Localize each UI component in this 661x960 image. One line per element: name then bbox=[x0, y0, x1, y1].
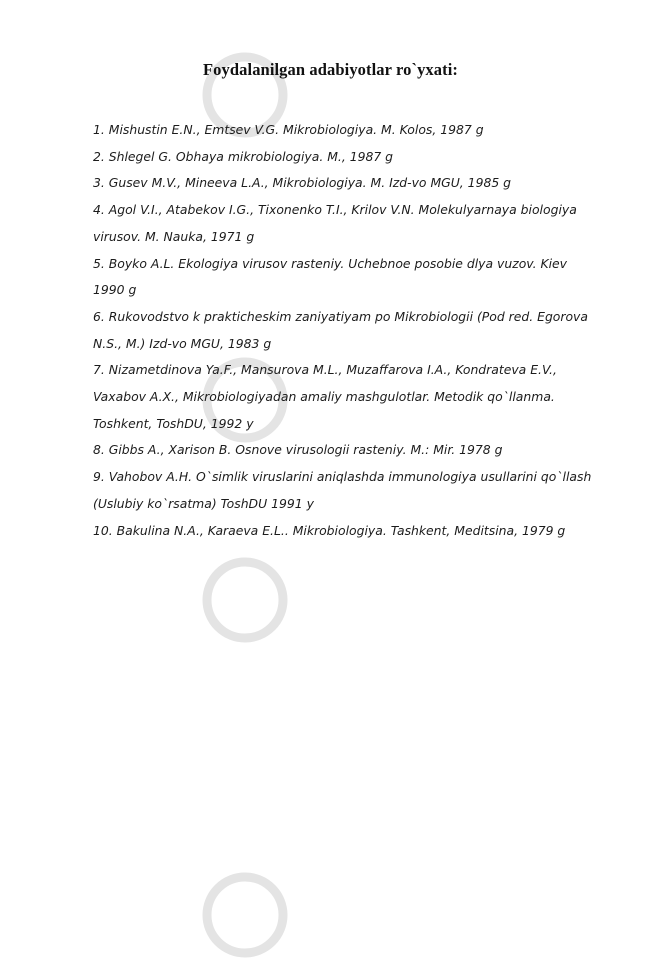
reference-line: 1. Mishustin E.N., Emtsev V.G. Mikrobiologiya. M. Kolos, 1987 g bbox=[93, 122, 484, 137]
reference-line: virusov. M. Nauka, 1971 g bbox=[93, 228, 255, 244]
reference-line: 7. Nizametdinova Ya.F., Mansurova M.L., Muzaffarova I.A., Kondrateva E.V., bbox=[93, 362, 557, 378]
watermark-ring-icon bbox=[200, 555, 290, 645]
watermark-ring-icon bbox=[200, 870, 290, 960]
reference-item bbox=[93, 170, 623, 197]
reference-item bbox=[93, 144, 623, 171]
reference-item bbox=[93, 437, 623, 464]
reference-line: 2. Shlegel G. Obhaya mikrobiologiya. M., 1987 g bbox=[93, 148, 394, 164]
reference-line: 4. Agol V.I., Atabekov I.G., Tixonenko T.I., Krilov V.N. Molekulyarnaya biologiya bbox=[93, 202, 577, 218]
reference-item bbox=[93, 117, 623, 144]
reference-list bbox=[93, 117, 623, 544]
reference-item bbox=[93, 464, 623, 517]
reference-line: 3. Gusev M.V., Mineeva L.A., Mikrobiologiya. M. Izd-vo MGU, 1985 g bbox=[93, 175, 512, 191]
reference-line: 6. Rukovodstvo k prakticheskim zaniyatiyam po Mikrobiologii (Pod red. Egorova bbox=[93, 308, 588, 324]
reference-item bbox=[93, 304, 623, 357]
reference-line: 1990 g bbox=[93, 282, 137, 298]
reference-item bbox=[93, 251, 623, 304]
reference-item bbox=[93, 518, 623, 545]
reference-line: Toshkent, ToshDU, 1992 y bbox=[93, 415, 254, 431]
reference-line: 8. Gibbs A., Xarison B. Osnove virusologii rasteniy. M.: Mir. 1978 g bbox=[93, 442, 503, 458]
reference-line: 9. Vahobov A.H. O`simlik viruslarini aniqlashda immunologiya usullarini qo`llash bbox=[93, 469, 592, 485]
reference-item bbox=[93, 357, 623, 437]
reference-line: (Uslubiy ko`rsatma) ToshDU 1991 y bbox=[93, 495, 314, 511]
reference-line: N.S., M.) Izd-vo MGU, 1983 g bbox=[93, 335, 272, 351]
reference-line: Vaxabov A.X., Mikrobiologiyadan amaliy mashgulotlar. Metodik qo`llanma. bbox=[93, 389, 555, 405]
reference-line: 10. Bakulina N.A., Karaeva E.L.. Mikrobiologiya. Tashkent, Meditsina, 1979 g bbox=[93, 522, 566, 538]
page-title: Foydalanilgan adabiyotlar ro`yxati: bbox=[203, 60, 458, 79]
reference-line: 5. Boyko A.L. Ekologiya virusov rasteniy. Uchebnoe posobie dlya vuzov. Kiev bbox=[93, 255, 568, 271]
reference-item bbox=[93, 197, 623, 250]
